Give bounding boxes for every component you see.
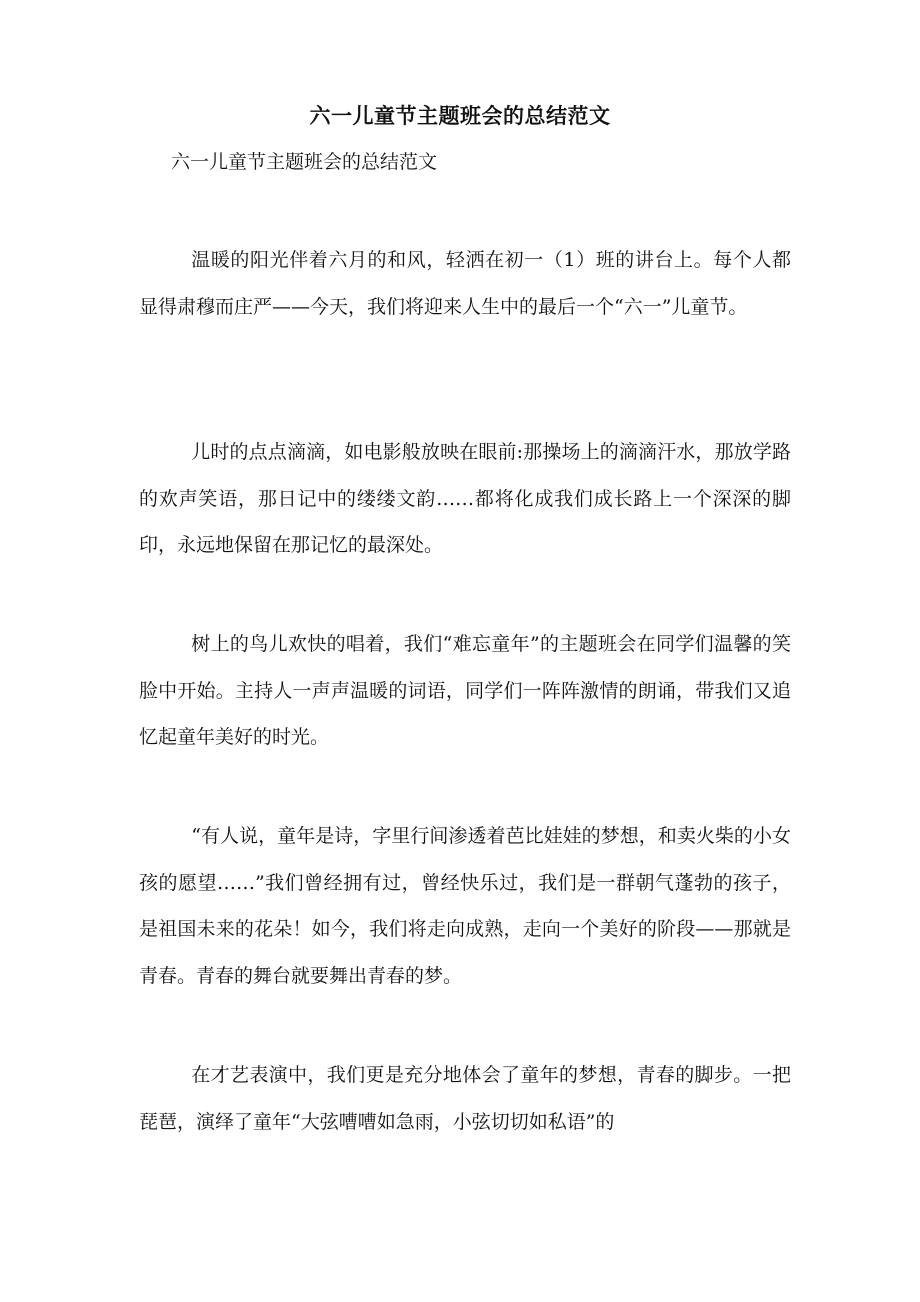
paragraph-3: 树上的鸟儿欢快的唱着，我们“难忘童年”的主题班会在同学们温馨的笑脸中开始。主持人一声声温暖的词语，同学们一阵阵激情的朗诵，带我们又追忆起童年美好的时光。 <box>139 633 791 748</box>
document-subtitle: 六一儿童节主题班会的总结范文 <box>171 151 438 173</box>
paragraph-2: 儿时的点点滴滴，如电影般放映在眼前:那操场上的滴滴汗水，那放学路的欢声笑语，那日记中的缕缕文韵……都将化成我们成长路上一个深深的脚印，永远地保留在那记忆的最深处。 <box>139 441 791 556</box>
paragraph-1: 温暖的阳光伴着六月的和风，轻洒在初一（1）班的讲台上。每个人都显得肃穆而庄严——今天，我们将迎来人生中的最后一个“六一”儿童节。 <box>139 249 791 318</box>
paragraph-5: 在才艺表演中，我们更是充分地体会了童年的梦想，青春的脚步。一把琵琶，演绎了童年“大弦嘈嘈如急雨，小弦切切如私语”的 <box>139 1064 791 1133</box>
paragraph-4: “有人说，童年是诗，字里行间渗透着芭比娃娃的梦想，和卖火柴的小女孩的愿望……”我们曾经拥有过，曾经快乐过，我们是一群朝气蓬勃的孩子，是祖国未来的花朵！如今，我们将走向成熟，走向一个美好的阶段——那就是青春。青春的舞台就要舞出青春的梦。 <box>139 825 791 987</box>
document-title: 六一儿童节主题班会的总结范文 <box>309 103 611 128</box>
